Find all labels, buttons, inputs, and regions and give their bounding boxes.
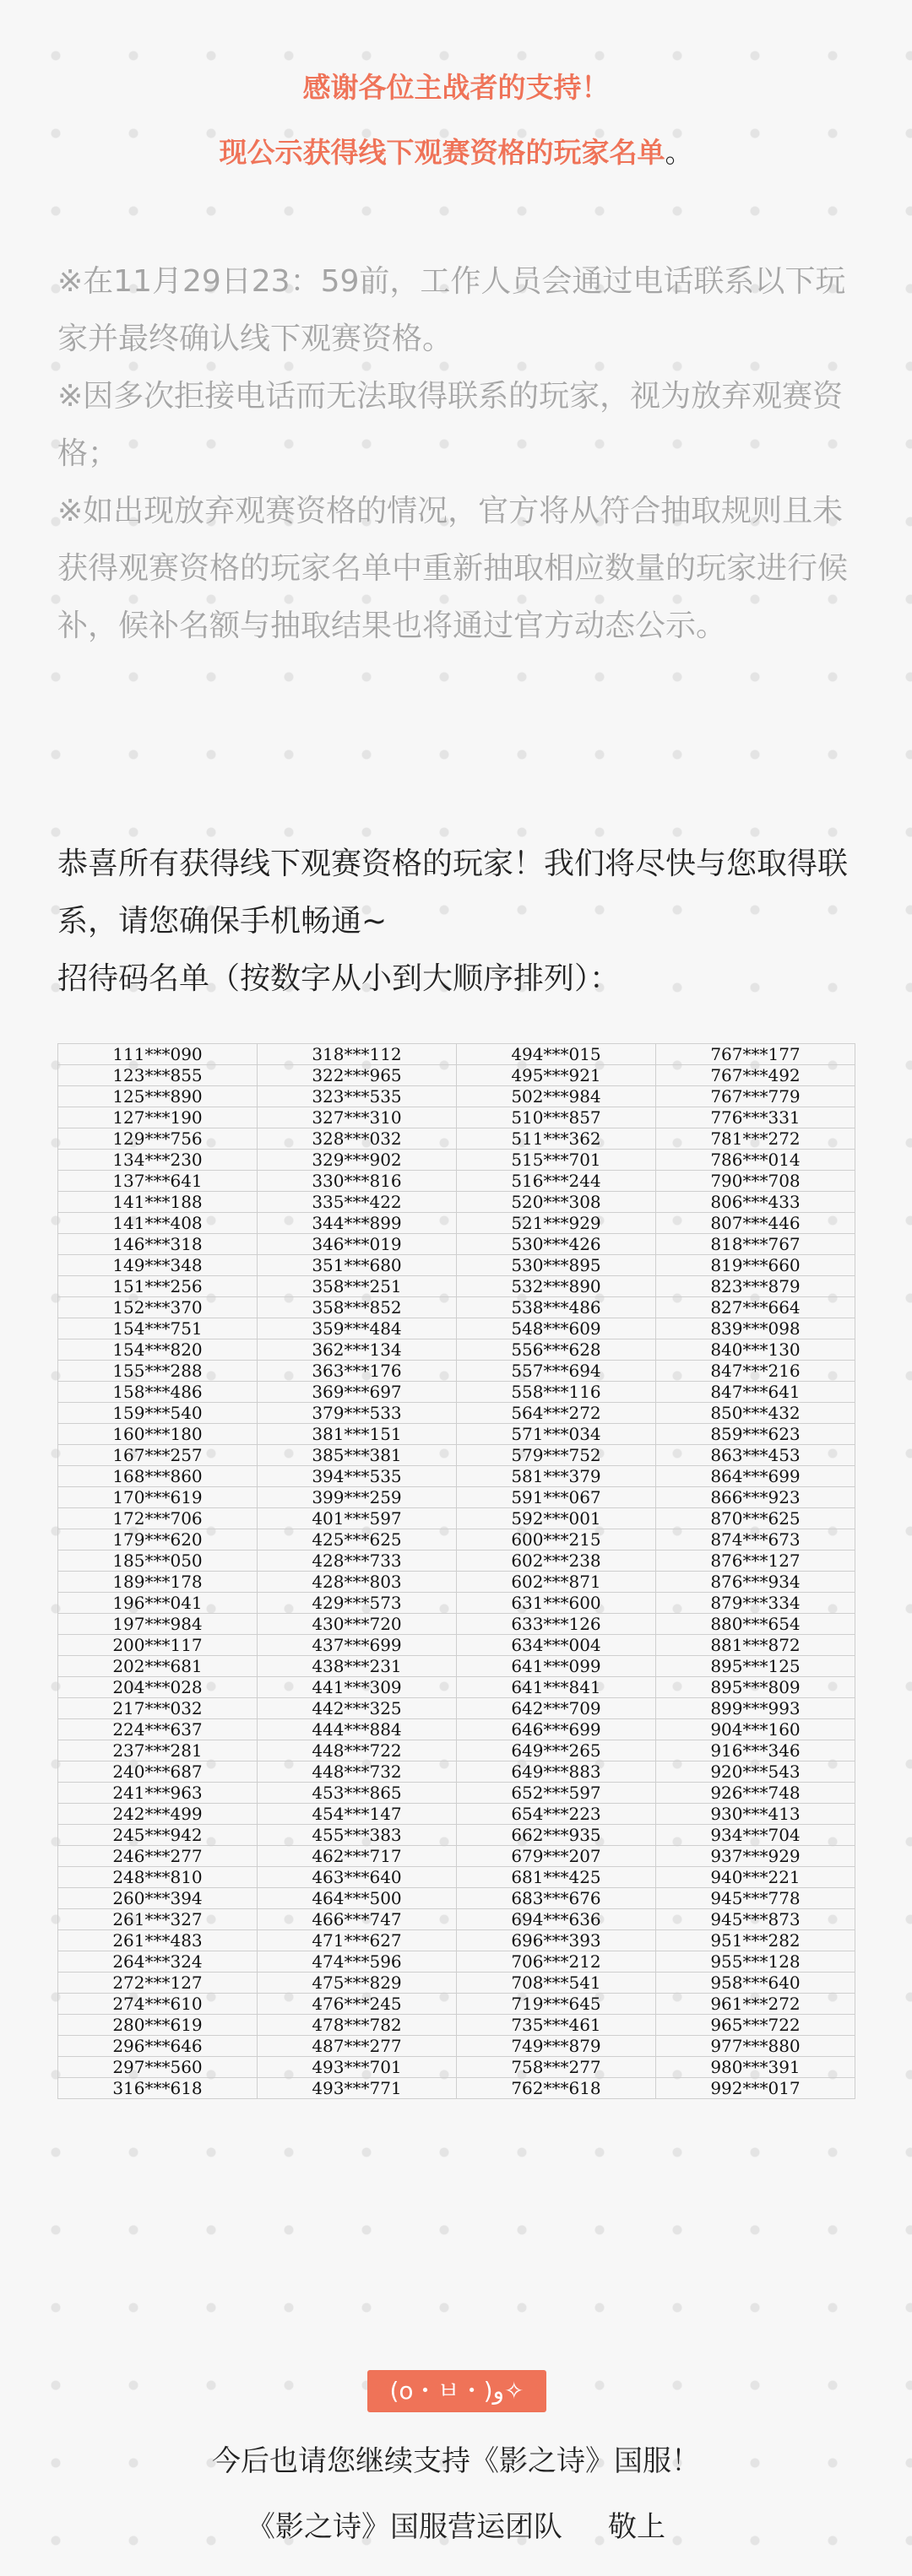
table-cell: 261***327: [58, 1909, 258, 1930]
table-cell: 881***872: [656, 1635, 855, 1656]
table-cell: 123***855: [58, 1065, 258, 1086]
table-cell: 466***747: [258, 1909, 457, 1930]
table-cell: 762***618: [457, 2078, 656, 2099]
table-cell: 823***879: [656, 1276, 855, 1297]
table-cell: 694***636: [457, 1909, 656, 1930]
table-cell: 125***890: [58, 1086, 258, 1107]
table-cell: 399***259: [258, 1487, 457, 1508]
table-row: [58, 2057, 855, 2078]
table-row: [58, 1318, 855, 1339]
table-cell: 806***433: [656, 1192, 855, 1213]
table-cell: 863***453: [656, 1445, 855, 1466]
table-cell: 781***272: [656, 1128, 855, 1150]
table-cell: 272***127: [58, 1973, 258, 1994]
table-row: [58, 1614, 855, 1635]
table-cell: 261***483: [58, 1930, 258, 1951]
table-cell: 146***318: [58, 1234, 258, 1255]
table-cell: 323***535: [258, 1086, 457, 1107]
table-cell: 358***852: [258, 1297, 457, 1318]
table-cell: 448***732: [258, 1762, 457, 1783]
table-cell: 945***873: [656, 1909, 855, 1930]
table-cell: 159***540: [58, 1403, 258, 1424]
table-row: [58, 1086, 855, 1107]
table-cell: 448***722: [258, 1740, 457, 1762]
table-row: [58, 1909, 855, 1930]
table-cell: 359***484: [258, 1318, 457, 1339]
table-row: [58, 1698, 855, 1719]
table-cell: 859***623: [656, 1424, 855, 1445]
table-cell: 362***134: [258, 1339, 457, 1361]
table-cell: 641***099: [457, 1656, 656, 1677]
table-cell: 646***699: [457, 1719, 656, 1740]
table-cell: 170***619: [58, 1487, 258, 1508]
table-cell: 642***709: [457, 1698, 656, 1719]
table-cell: 633***126: [457, 1614, 656, 1635]
table-cell: 532***890: [457, 1276, 656, 1297]
table-cell: 958***640: [656, 1973, 855, 1994]
table-cell: 487***277: [258, 2036, 457, 2057]
table-cell: 874***673: [656, 1529, 855, 1550]
table-cell: 152***370: [58, 1297, 258, 1318]
table-cell: 641***841: [457, 1677, 656, 1698]
signature: [0, 2503, 912, 2545]
header-line-2-punct: 。: [665, 136, 693, 169]
table-cell: 385***381: [258, 1445, 457, 1466]
table-cell: 571***034: [457, 1424, 656, 1445]
table-row: [58, 1107, 855, 1128]
table-cell: 196***041: [58, 1593, 258, 1614]
table-cell: 515***701: [457, 1150, 656, 1171]
table-cell: 511***362: [457, 1128, 656, 1150]
table-cell: 217***032: [58, 1698, 258, 1719]
table-cell: 818***767: [656, 1234, 855, 1255]
kaomoji-badge: (o・ㅂ・)و✧: [367, 2370, 546, 2412]
table-cell: 224***637: [58, 1719, 258, 1740]
table-cell: 679***207: [457, 1846, 656, 1867]
support-thanks: 今后也请您继续支持《影之诗》国服！: [212, 2444, 700, 2478]
table-cell: 977***880: [656, 2036, 855, 2057]
table-cell: 200***117: [58, 1635, 258, 1656]
table-cell: 137***641: [58, 1171, 258, 1192]
table-cell: 242***499: [58, 1804, 258, 1825]
table-cell: 141***188: [58, 1192, 258, 1213]
table-cell: 708***541: [457, 1973, 656, 1994]
table-cell: 899***993: [656, 1698, 855, 1719]
table-cell: 850***432: [656, 1403, 855, 1424]
note-unreachable: ※因多次拒接电话而无法取得联系的玩家，视为放弃观赛资格；: [57, 379, 844, 471]
table-cell: 945***778: [656, 1888, 855, 1909]
table-cell: 591***067: [457, 1487, 656, 1508]
table-row: [58, 1656, 855, 1677]
table-row: [58, 1255, 855, 1276]
table-row: [58, 2015, 855, 2036]
table-cell: 940***221: [656, 1867, 855, 1888]
table-cell: 330***816: [258, 1171, 457, 1192]
table-cell: 847***216: [656, 1361, 855, 1382]
table-cell: 453***865: [258, 1783, 457, 1804]
table-row: [58, 1424, 855, 1445]
table-cell: 654***223: [457, 1804, 656, 1825]
table-cell: 280***619: [58, 2015, 258, 2036]
table-cell: 493***771: [258, 2078, 457, 2099]
table-cell: 476***245: [258, 1994, 457, 2015]
table-cell: 401***597: [258, 1508, 457, 1529]
table-cell: 735***461: [457, 2015, 656, 2036]
table-cell: 471***627: [258, 1930, 457, 1951]
table-cell: 992***017: [656, 2078, 855, 2099]
table-cell: 369***697: [258, 1382, 457, 1403]
table-cell: 510***857: [457, 1107, 656, 1128]
table-cell: 662***935: [457, 1825, 656, 1846]
signature-respect: 敬上: [608, 2510, 666, 2544]
table-cell: 444***884: [258, 1719, 457, 1740]
table-cell: 264***324: [58, 1951, 258, 1973]
header-line-2-main: 现公示获得线下观赛资格的玩家名单: [219, 136, 665, 169]
table-cell: 134***230: [58, 1150, 258, 1171]
table-row: [58, 1128, 855, 1150]
table-row: [58, 1150, 855, 1171]
table-cell: 296***646: [58, 2036, 258, 2057]
table-row: [58, 1973, 855, 1994]
table-row: [58, 1888, 855, 1909]
table-cell: 189***178: [58, 1572, 258, 1593]
table-cell: 245***942: [58, 1825, 258, 1846]
table-cell: 776***331: [656, 1107, 855, 1128]
table-cell: 442***325: [258, 1698, 457, 1719]
table-cell: 895***125: [656, 1656, 855, 1677]
table-cell: 475***829: [258, 1973, 457, 1994]
table-cell: 864***699: [656, 1466, 855, 1487]
signature-team: 《影之诗》国服营运团队: [246, 2510, 562, 2544]
table-cell: 202***681: [58, 1656, 258, 1677]
table-cell: 564***272: [457, 1403, 656, 1424]
table-cell: 758***277: [457, 2057, 656, 2078]
table-cell: 167***257: [58, 1445, 258, 1466]
table-row: [58, 1740, 855, 1762]
table-cell: 129***756: [58, 1128, 258, 1150]
table-row: [58, 1382, 855, 1403]
table-row: [58, 1635, 855, 1656]
table-row: [58, 1171, 855, 1192]
table-cell: 530***895: [457, 1255, 656, 1276]
table-cell: 111***090: [58, 1044, 258, 1065]
table-cell: 335***422: [258, 1192, 457, 1213]
table-cell: 474***596: [258, 1951, 457, 1973]
table-cell: 437***699: [258, 1635, 457, 1656]
table-cell: 155***288: [58, 1361, 258, 1382]
table-cell: 719***645: [457, 1994, 656, 2015]
table-cell: 351***680: [258, 1255, 457, 1276]
table-cell: 158***486: [58, 1382, 258, 1403]
table-cell: 441***309: [258, 1677, 457, 1698]
table-cell: 204***028: [58, 1677, 258, 1698]
table-cell: 463***640: [258, 1867, 457, 1888]
table-cell: 160***180: [58, 1424, 258, 1445]
table-cell: 649***883: [457, 1762, 656, 1783]
table-row: [58, 1044, 855, 1065]
table-cell: 462***717: [258, 1846, 457, 1867]
table-cell: 681***425: [457, 1867, 656, 1888]
table-cell: 464***500: [258, 1888, 457, 1909]
table-cell: 149***348: [58, 1255, 258, 1276]
table-cell: 839***098: [656, 1318, 855, 1339]
table-cell: 880***654: [656, 1614, 855, 1635]
table-row: [58, 1572, 855, 1593]
table-row: [58, 1445, 855, 1466]
table-cell: 592***001: [457, 1508, 656, 1529]
table-cell: 179***620: [58, 1529, 258, 1550]
table-cell: 926***748: [656, 1783, 855, 1804]
table-cell: 141***408: [58, 1213, 258, 1234]
table-cell: 631***600: [457, 1593, 656, 1614]
table-cell: 649***265: [457, 1740, 656, 1762]
table-cell: 951***282: [656, 1930, 855, 1951]
table-cell: 904***160: [656, 1719, 855, 1740]
table-cell: 346***019: [258, 1234, 457, 1255]
table-row: [58, 1825, 855, 1846]
table-cell: 454***147: [258, 1804, 457, 1825]
table-row: [58, 1213, 855, 1234]
table-cell: 429***573: [258, 1593, 457, 1614]
table-cell: 478***782: [258, 2015, 457, 2036]
table-cell: 847***641: [656, 1382, 855, 1403]
table-row: [58, 1403, 855, 1424]
table-cell: 530***426: [457, 1234, 656, 1255]
table-cell: 652***597: [457, 1783, 656, 1804]
table-row: [58, 1192, 855, 1213]
table-cell: 767***492: [656, 1065, 855, 1086]
table-cell: 600***215: [457, 1529, 656, 1550]
table-cell: 602***238: [457, 1550, 656, 1572]
table-cell: 980***391: [656, 2057, 855, 2078]
congrats-section: [57, 836, 860, 1008]
table-cell: 558***116: [457, 1382, 656, 1403]
table-cell: 683***676: [457, 1888, 656, 1909]
table-row: [58, 1719, 855, 1740]
table-row: [58, 1783, 855, 1804]
table-cell: 494***015: [457, 1044, 656, 1065]
table-cell: 379***533: [258, 1403, 457, 1424]
table-row: [58, 1593, 855, 1614]
table-row: [58, 1951, 855, 1973]
invite-code-table: [57, 1043, 855, 2099]
table-cell: 185***050: [58, 1550, 258, 1572]
table-cell: 516***244: [457, 1171, 656, 1192]
table-cell: 955***128: [656, 1951, 855, 1973]
table-row: [58, 1529, 855, 1550]
table-cell: 581***379: [457, 1466, 656, 1487]
table-cell: 241***963: [58, 1783, 258, 1804]
table-row: [58, 1466, 855, 1487]
invite-code-list: [57, 1043, 855, 2099]
table-cell: 318***112: [258, 1044, 457, 1065]
table-row: [58, 1339, 855, 1361]
table-cell: 197***984: [58, 1614, 258, 1635]
notice-notes: [57, 253, 860, 655]
table-cell: 127***190: [58, 1107, 258, 1128]
table-cell: 602***871: [457, 1572, 656, 1593]
table-row: [58, 1487, 855, 1508]
header-line-2: [0, 131, 912, 170]
table-cell: 930***413: [656, 1804, 855, 1825]
table-cell: 521***929: [457, 1213, 656, 1234]
table-row: [58, 2036, 855, 2057]
table-row: [58, 1276, 855, 1297]
table-row: [58, 1297, 855, 1318]
table-cell: 965***722: [656, 2015, 855, 2036]
table-cell: 168***860: [58, 1466, 258, 1487]
table-cell: 920***543: [656, 1762, 855, 1783]
congrats-text: 恭喜所有获得线下观赛资格的玩家！我们将尽快与您取得联系，请您确保手机畅通~: [57, 847, 849, 939]
table-cell: 154***820: [58, 1339, 258, 1361]
table-cell: 557***694: [457, 1361, 656, 1382]
table-row: [58, 1762, 855, 1783]
table-row: [58, 1994, 855, 2015]
table-cell: 749***879: [457, 2036, 656, 2057]
table-row: [58, 1234, 855, 1255]
table-cell: 827***664: [656, 1297, 855, 1318]
table-cell: 428***733: [258, 1550, 457, 1572]
table-cell: 937***929: [656, 1846, 855, 1867]
table-cell: 240***687: [58, 1762, 258, 1783]
table-row: [58, 1867, 855, 1888]
table-cell: 634***004: [457, 1635, 656, 1656]
table-cell: 260***394: [58, 1888, 258, 1909]
table-row: [58, 1361, 855, 1382]
table-row: [58, 1930, 855, 1951]
table-cell: 327***310: [258, 1107, 457, 1128]
table-row: [58, 2078, 855, 2099]
table-cell: 819***660: [656, 1255, 855, 1276]
table-cell: 428***803: [258, 1572, 457, 1593]
table-cell: 934***704: [656, 1825, 855, 1846]
table-cell: 786***014: [656, 1150, 855, 1171]
table-cell: 556***628: [457, 1339, 656, 1361]
table-cell: 172***706: [58, 1508, 258, 1529]
table-cell: 520***308: [457, 1192, 656, 1213]
table-cell: 495***921: [457, 1065, 656, 1086]
table-cell: 430***720: [258, 1614, 457, 1635]
table-row: [58, 1804, 855, 1825]
table-cell: 790***708: [656, 1171, 855, 1192]
table-cell: 425***625: [258, 1529, 457, 1550]
table-cell: 961***272: [656, 1994, 855, 2015]
table-row: [58, 1846, 855, 1867]
table-cell: 807***446: [656, 1213, 855, 1234]
table-cell: 438***231: [258, 1656, 457, 1677]
table-row: [58, 1677, 855, 1698]
table-cell: 767***177: [656, 1044, 855, 1065]
table-cell: 363***176: [258, 1361, 457, 1382]
table-row: [58, 1508, 855, 1529]
table-cell: 154***751: [58, 1318, 258, 1339]
table-cell: 548***609: [457, 1318, 656, 1339]
table-cell: 237***281: [58, 1740, 258, 1762]
list-title: 招待码名单（按数字从小到大顺序排列）：: [57, 961, 621, 996]
table-cell: 151***256: [58, 1276, 258, 1297]
table-cell: 328***032: [258, 1128, 457, 1150]
table-cell: 895***809: [656, 1677, 855, 1698]
table-cell: 502***984: [457, 1086, 656, 1107]
table-cell: 706***212: [457, 1951, 656, 1973]
table-cell: 246***277: [58, 1846, 258, 1867]
table-cell: 329***902: [258, 1150, 457, 1171]
table-cell: 696***393: [457, 1930, 656, 1951]
table-cell: 879***334: [656, 1593, 855, 1614]
header-line-1: 感谢各位主战者的支持！: [302, 71, 610, 104]
table-cell: 493***701: [258, 2057, 457, 2078]
note-contact-deadline: ※在11月29日23：59前，工作人员会通过电话联系以下玩家并最终确认线下观赛资格。: [57, 264, 846, 356]
table-cell: 316***618: [58, 2078, 258, 2099]
table-cell: 274***610: [58, 1994, 258, 2015]
table-cell: 870***625: [656, 1508, 855, 1529]
table-cell: 297***560: [58, 2057, 258, 2078]
table-cell: 866***923: [656, 1487, 855, 1508]
table-cell: 455***383: [258, 1825, 457, 1846]
table-cell: 916***346: [656, 1740, 855, 1762]
table-cell: 344***899: [258, 1213, 457, 1234]
table-row: [58, 1550, 855, 1572]
table-cell: 381***151: [258, 1424, 457, 1445]
note-substitute: ※如出现放弃观赛资格的情况，官方将从符合抽取规则且未获得观赛资格的玩家名单中重新抽取相应数量的玩家进行候补，候补名额与抽取结果也将通过官方动态公示。: [57, 494, 849, 643]
table-cell: 322***965: [258, 1065, 457, 1086]
table-cell: 394***535: [258, 1466, 457, 1487]
table-cell: 876***127: [656, 1550, 855, 1572]
table-cell: 248***810: [58, 1867, 258, 1888]
table-cell: 579***752: [457, 1445, 656, 1466]
table-cell: 767***779: [656, 1086, 855, 1107]
table-cell: 538***486: [457, 1297, 656, 1318]
table-cell: 840***130: [656, 1339, 855, 1361]
table-row: [58, 1065, 855, 1086]
table-cell: 358***251: [258, 1276, 457, 1297]
table-cell: 876***934: [656, 1572, 855, 1593]
